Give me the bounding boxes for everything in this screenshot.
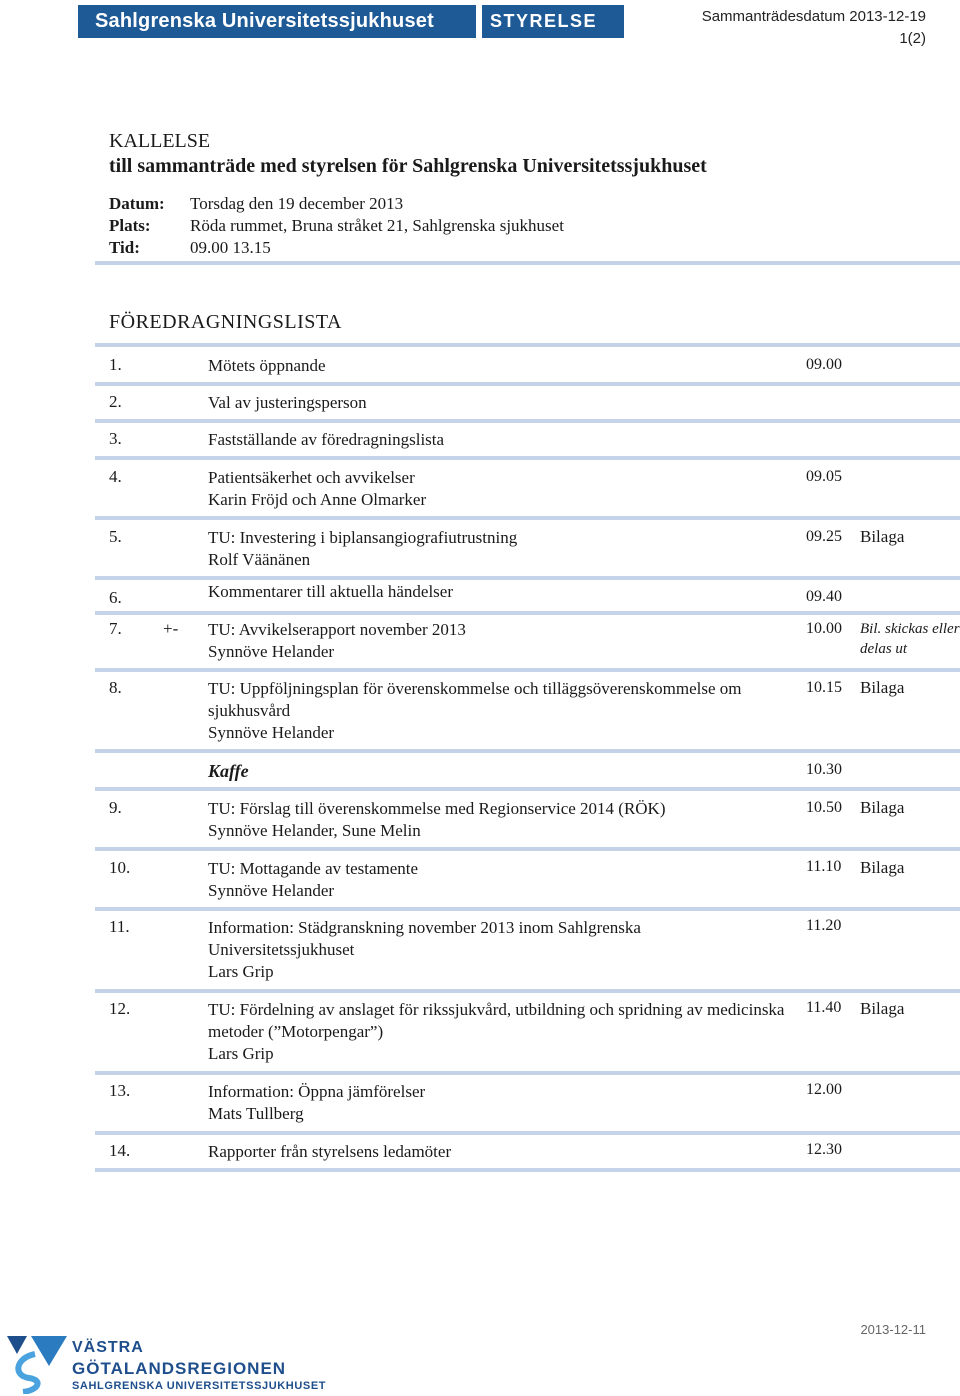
- agenda-item-number: 7.: [109, 619, 122, 638]
- footer-date: 2013-12-11: [860, 1322, 926, 1337]
- agenda-item-time: 10.50: [806, 799, 842, 816]
- divider: [95, 989, 960, 993]
- agenda-item-time: 11.20: [806, 917, 842, 934]
- agenda-item-presenter: Synnöve Helander: [208, 723, 335, 742]
- agenda-item-presenter: Lars Grip: [208, 1044, 274, 1063]
- datum-label: Datum:: [109, 194, 165, 213]
- agenda-item-title: Information: Öppna jämförelser: [208, 1082, 426, 1101]
- plats-label: Plats:: [109, 216, 151, 235]
- agenda-item-presenter: Lars Grip: [208, 962, 274, 981]
- agenda-item-number: 5.: [109, 527, 122, 546]
- agenda-item-title: TU: Investering i biplansangiografiutrustning: [208, 528, 518, 547]
- agenda-item-time: 09.00: [806, 356, 842, 373]
- agenda-item-presenter: Karin Fröjd och Anne Olmarker: [208, 490, 427, 509]
- attachment-label: Bilaga: [860, 999, 905, 1018]
- agenda-item-title: TU: Avvikelserapport november 2013: [208, 620, 466, 639]
- agenda-item-number: 10.: [109, 858, 131, 877]
- agenda-item-time: 10.00: [806, 620, 842, 637]
- region-logo-icon: [5, 1334, 69, 1394]
- attachment-label: Bilaga: [860, 858, 905, 877]
- agenda-item-title: Patientsäkerhet och avvikelser: [208, 468, 415, 487]
- divider: [95, 516, 960, 520]
- agenda-item-number: 13.: [109, 1081, 131, 1100]
- agenda-item-time: 10.15: [806, 679, 842, 696]
- divider: [95, 343, 960, 347]
- divider: [95, 382, 960, 386]
- attachment-label: Bilaga: [860, 678, 905, 697]
- attachment-label: Bilaga: [860, 527, 905, 546]
- agenda-item-number: 11.: [109, 917, 130, 936]
- agenda-item-presenter: Synnöve Helander: [208, 881, 335, 900]
- agenda-item-title: TU: Förslag till överenskommelse med Regionservice 2014 (RÖK): [208, 799, 666, 818]
- divider: [95, 847, 960, 851]
- agenda-title: FÖREDRAGNINGSLISTA: [109, 311, 342, 333]
- document-title: KALLELSE: [109, 130, 211, 152]
- agenda-item-number: 2.: [109, 392, 122, 411]
- agenda-item-title: Information: Städgranskning november 2013 inom Sahlgrenska Universitetssjukhuset: [208, 918, 641, 959]
- agenda-item-number: 4.: [109, 467, 122, 486]
- attachment-label: Bil. skickas eller delas ut: [860, 621, 960, 657]
- divider: [95, 261, 960, 265]
- divider: [95, 576, 960, 580]
- agenda-item-title: TU: Fördelning av anslaget för rikssjukvård, utbildning och spridning av medicinska metoder (”Motorpengar”): [208, 1000, 785, 1041]
- attachment-label: Bilaga: [860, 798, 905, 817]
- agenda-item-number: 12.: [109, 999, 131, 1018]
- agenda-item-number: 14.: [109, 1141, 131, 1160]
- divider: [95, 787, 960, 791]
- agenda-item-time: 09.40: [806, 588, 842, 605]
- agenda-item-time: 12.00: [806, 1081, 842, 1098]
- agenda-item-title: Fastställande av föredragningslista: [208, 430, 445, 449]
- agenda-item-title: TU: Mottagande av testamente: [208, 859, 419, 878]
- agenda-item-presenter: Synnöve Helander: [208, 642, 335, 661]
- agenda-item-title: Kommentarer till aktuella händelser: [208, 582, 453, 601]
- logo-text-hospital: SAHLGRENSKA UNIVERSITETSSJUKHUSET: [72, 1380, 327, 1392]
- divider: [95, 907, 960, 911]
- divider: [95, 1131, 960, 1135]
- divider: [95, 749, 960, 753]
- agenda-item-time: 12.30: [806, 1141, 842, 1158]
- divider: [95, 456, 960, 460]
- agenda-item-presenter: Rolf Väänänen: [208, 550, 311, 569]
- divider: [95, 611, 960, 615]
- meeting-date: Sammanträdesdatum 2013-12-19: [701, 8, 926, 25]
- agenda-item-number: 6.: [109, 588, 122, 607]
- agenda-item-title: Mötets öppnande: [208, 356, 326, 375]
- coffee-break: Kaffe: [208, 761, 249, 781]
- divider: [95, 419, 960, 423]
- page-number: 1(2): [899, 30, 926, 47]
- agenda-item-number: 9.: [109, 798, 122, 817]
- divider: [95, 668, 960, 672]
- tid-label: Tid:: [109, 238, 140, 257]
- agenda-item-number: 3.: [109, 429, 122, 448]
- coffee-break-time: 10.30: [806, 761, 842, 778]
- agenda-item-title: TU: Uppföljningsplan för överenskommelse och tilläggsöverenskommelse om sjukhusvård: [208, 679, 742, 720]
- datum-value: Torsdag den 19 december 2013: [190, 194, 404, 213]
- org-banner: Sahlgrenska Universitetssjukhuset: [78, 5, 476, 38]
- tid-value: 09.00 13.15: [190, 238, 271, 257]
- agenda-item-presenter: Synnöve Helander, Sune Melin: [208, 821, 421, 840]
- logo-text-vastra: VÄSTRA: [72, 1339, 144, 1356]
- logo-text-region: GÖTALANDSREGIONEN: [72, 1359, 287, 1378]
- agenda-item-prefix: +-: [163, 619, 179, 638]
- agenda-item-title: Rapporter från styrelsens ledamöter: [208, 1142, 452, 1161]
- agenda-item-number: 8.: [109, 678, 122, 697]
- agenda-item-number: 1.: [109, 355, 122, 374]
- document-subtitle: till sammanträde med styrelsen för Sahlgrenska Universitetssjukhuset: [109, 155, 707, 177]
- agenda-item-time: 11.40: [806, 999, 842, 1016]
- agenda-item-time: 11.10: [806, 858, 842, 875]
- agenda-item-time: 09.25: [806, 528, 842, 545]
- agenda-item-presenter: Mats Tullberg: [208, 1104, 304, 1123]
- divider: [95, 1071, 960, 1075]
- unit-banner: STYRELSE: [482, 5, 624, 38]
- agenda-item-time: 09.05: [806, 468, 842, 485]
- agenda-item-title: Val av justeringsperson: [208, 393, 367, 412]
- plats-value: Röda rummet, Bruna stråket 21, Sahlgrenska sjukhuset: [190, 216, 564, 235]
- divider: [95, 1168, 960, 1172]
